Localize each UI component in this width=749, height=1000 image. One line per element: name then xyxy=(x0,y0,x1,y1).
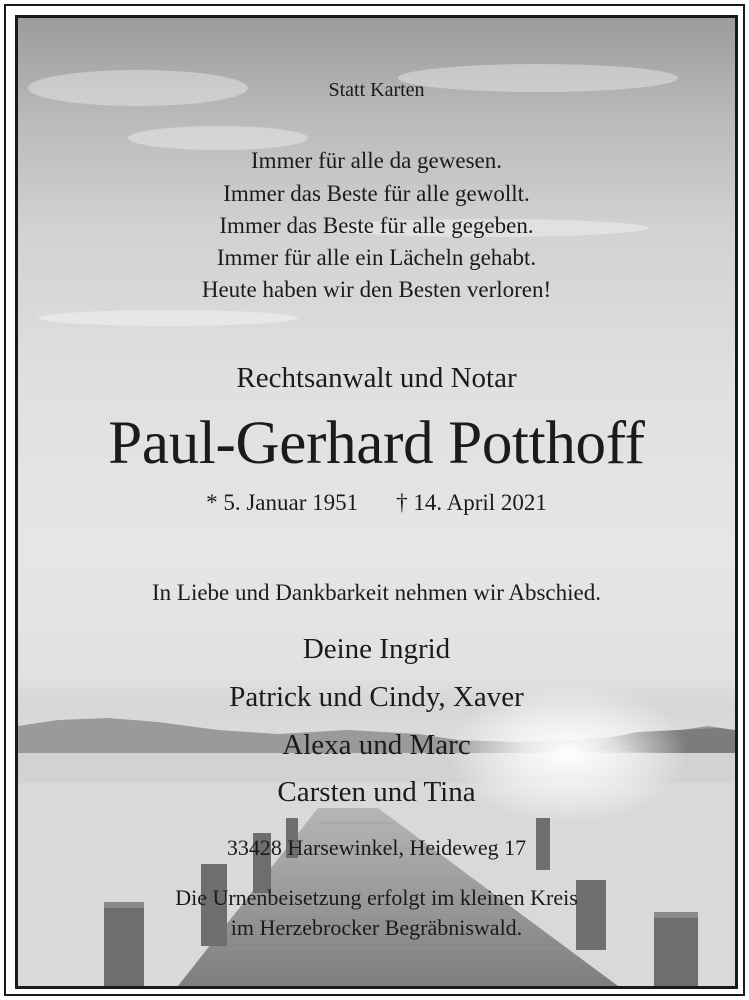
header-text: Statt Karten xyxy=(328,79,425,101)
farewell-text: In Liebe und Dankbarkeit nehmen wir Abschied. xyxy=(151,580,601,605)
poem-line: Immer für alle ein Lächeln gehabt. xyxy=(216,245,537,270)
burial-note-line: Die Urnenbeisetzung erfolgt im kleinen Kreis xyxy=(175,885,578,910)
birth-date: * 5. Januar 1951 xyxy=(206,490,359,515)
profession-title: Rechtsanwalt und Notar xyxy=(236,362,517,394)
obituary-notice xyxy=(4,4,745,996)
poem-line: Heute haben wir den Besten verloren! xyxy=(201,277,552,302)
death-date: † 14. April 2021 xyxy=(396,490,547,515)
deceased-name: Paul-Gerhard Potthoff xyxy=(108,410,645,477)
burial-note-line: im Herzebrocker Begräbniswald. xyxy=(230,915,523,940)
mourner-line: Deine Ingrid xyxy=(302,633,451,665)
address-text: 33428 Harsewinkel, Heideweg 17 xyxy=(226,835,527,860)
life-dates xyxy=(18,491,735,514)
poem-line: Immer das Beste für alle gegeben. xyxy=(219,213,534,238)
mourner-line: Patrick und Cindy, Xaver xyxy=(229,681,524,713)
poem-line: Immer für alle da gewesen. xyxy=(251,148,502,173)
mourner-line: Alexa und Marc xyxy=(282,729,471,761)
mourner-line: Carsten und Tina xyxy=(277,776,476,808)
poem-line: Immer das Beste für alle gewollt. xyxy=(223,181,530,206)
photo-frame xyxy=(15,15,738,989)
